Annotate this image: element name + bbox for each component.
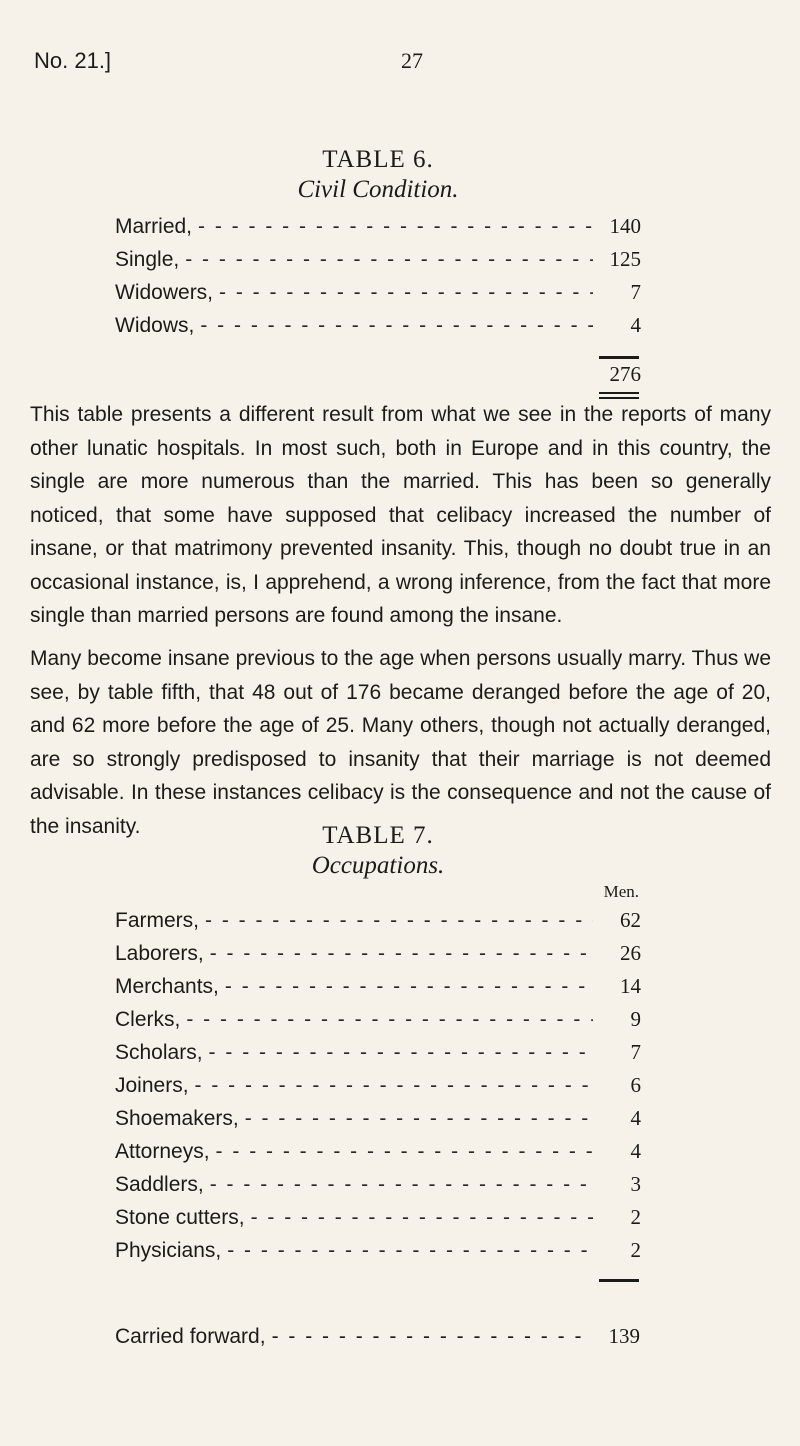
leader-dots [216,1135,593,1168]
table-row [115,210,641,243]
paragraph-text: This table presents a different result from what we see in the reports of many other lunatic hospitals. In most such, both in Europe and in this country, the single are more numerous than the married. This has been so generally noticed, that some have supposed that celibacy increased the number of insane, or that matrimony prevented insanity. This, though no doubt true in an occasional instance, is, I apprehend, a wrong inference, from the fact that more single than married persons are found among the insane. [30,403,771,627]
row-label: Attorneys, [115,1140,210,1163]
row-value: 9 [630,1007,641,1031]
row-value: 4 [630,1139,641,1163]
row-label: Married, [115,215,193,238]
sum-rule [599,1279,639,1282]
leader-dots [210,1168,593,1201]
carried-forward-label: Carried forward, [115,1325,266,1348]
row-value: 140 [609,214,641,238]
row-label: Clerks, [115,1008,181,1031]
row-label: Single, [115,248,180,271]
row-value: 62 [620,908,641,932]
row-value: 4 [630,1106,641,1130]
paragraph-text: Many become insane previous to the age when persons usually marry. Thus we see, by table fifth, that 48 out of 176 became deranged before the age of 20, and 62 more before the age of 25. Many others, though not actually deranged, are so strongly predisposed to insanity that their marriage is not deemed advisable. In these instances celibacy is the consequence and not the cause of the insanity. [30,647,771,838]
row-value: 3 [630,1172,641,1196]
body-paragraph-2 [30,642,771,843]
table-6-subtitle: Civil Condition. [297,176,459,203]
table-row [115,1102,641,1135]
leader-dots [205,904,593,937]
table-6-title: TABLE 6. [322,146,434,173]
table-row [115,276,641,309]
leader-dots [198,210,593,243]
row-label: Saddlers, [115,1173,204,1196]
table-row [115,1036,641,1069]
leader-dots [195,1069,593,1102]
row-value: 6 [630,1073,641,1097]
row-value: 2 [630,1205,641,1229]
row-value: 4 [630,313,641,337]
carried-forward-row [115,1320,640,1352]
row-value: 125 [609,247,641,271]
table-row [115,904,641,937]
row-label: Laborers, [115,942,204,965]
row-label: Merchants, [115,975,219,998]
row-value: 7 [630,280,641,304]
row-label: Farmers, [115,909,199,932]
leader-dots [272,1321,592,1353]
running-head [26,48,774,78]
table-row [115,1135,641,1168]
body-paragraph-1 [30,398,771,633]
leader-dots [219,276,593,309]
carried-forward-value: 139 [608,1324,640,1348]
column-header-men: Men. [603,882,639,901]
row-value: 26 [620,941,641,965]
table-6 [115,146,641,399]
table-row [115,309,641,342]
table-row [115,1069,641,1102]
table-7 [115,822,641,1282]
table-row [115,970,641,1003]
leader-dots [227,1234,593,1267]
row-label: Physicians, [115,1239,222,1262]
table-7-title: TABLE 7. [322,822,434,849]
table-row [115,1234,641,1267]
row-label: Shoemakers, [115,1107,239,1130]
leader-dots [210,937,593,970]
table-row [115,1003,641,1036]
document-number: No. 21.] [34,48,112,73]
leader-dots [186,1003,593,1036]
table-row [115,1168,641,1201]
leader-dots [185,243,593,276]
leader-dots [251,1201,593,1234]
leader-dots [209,1036,593,1069]
row-label: Joiners, [115,1074,189,1097]
row-label: Widowers, [115,281,214,304]
table-7-subtitle: Occupations. [311,852,445,879]
table-row [115,937,641,970]
table-6-total: 276 [609,362,641,386]
page-number: 27 [401,48,423,73]
leader-dots [245,1102,593,1135]
row-value: 14 [620,974,641,998]
row-value: 2 [630,1238,641,1262]
row-value: 7 [630,1040,641,1064]
leader-dots [225,970,593,1003]
table-row [115,243,641,276]
row-label: Scholars, [115,1041,203,1064]
row-label: Widows, [115,314,195,337]
leader-dots [200,309,593,342]
table-row [115,1201,641,1234]
row-label: Stone cutters, [115,1206,245,1229]
